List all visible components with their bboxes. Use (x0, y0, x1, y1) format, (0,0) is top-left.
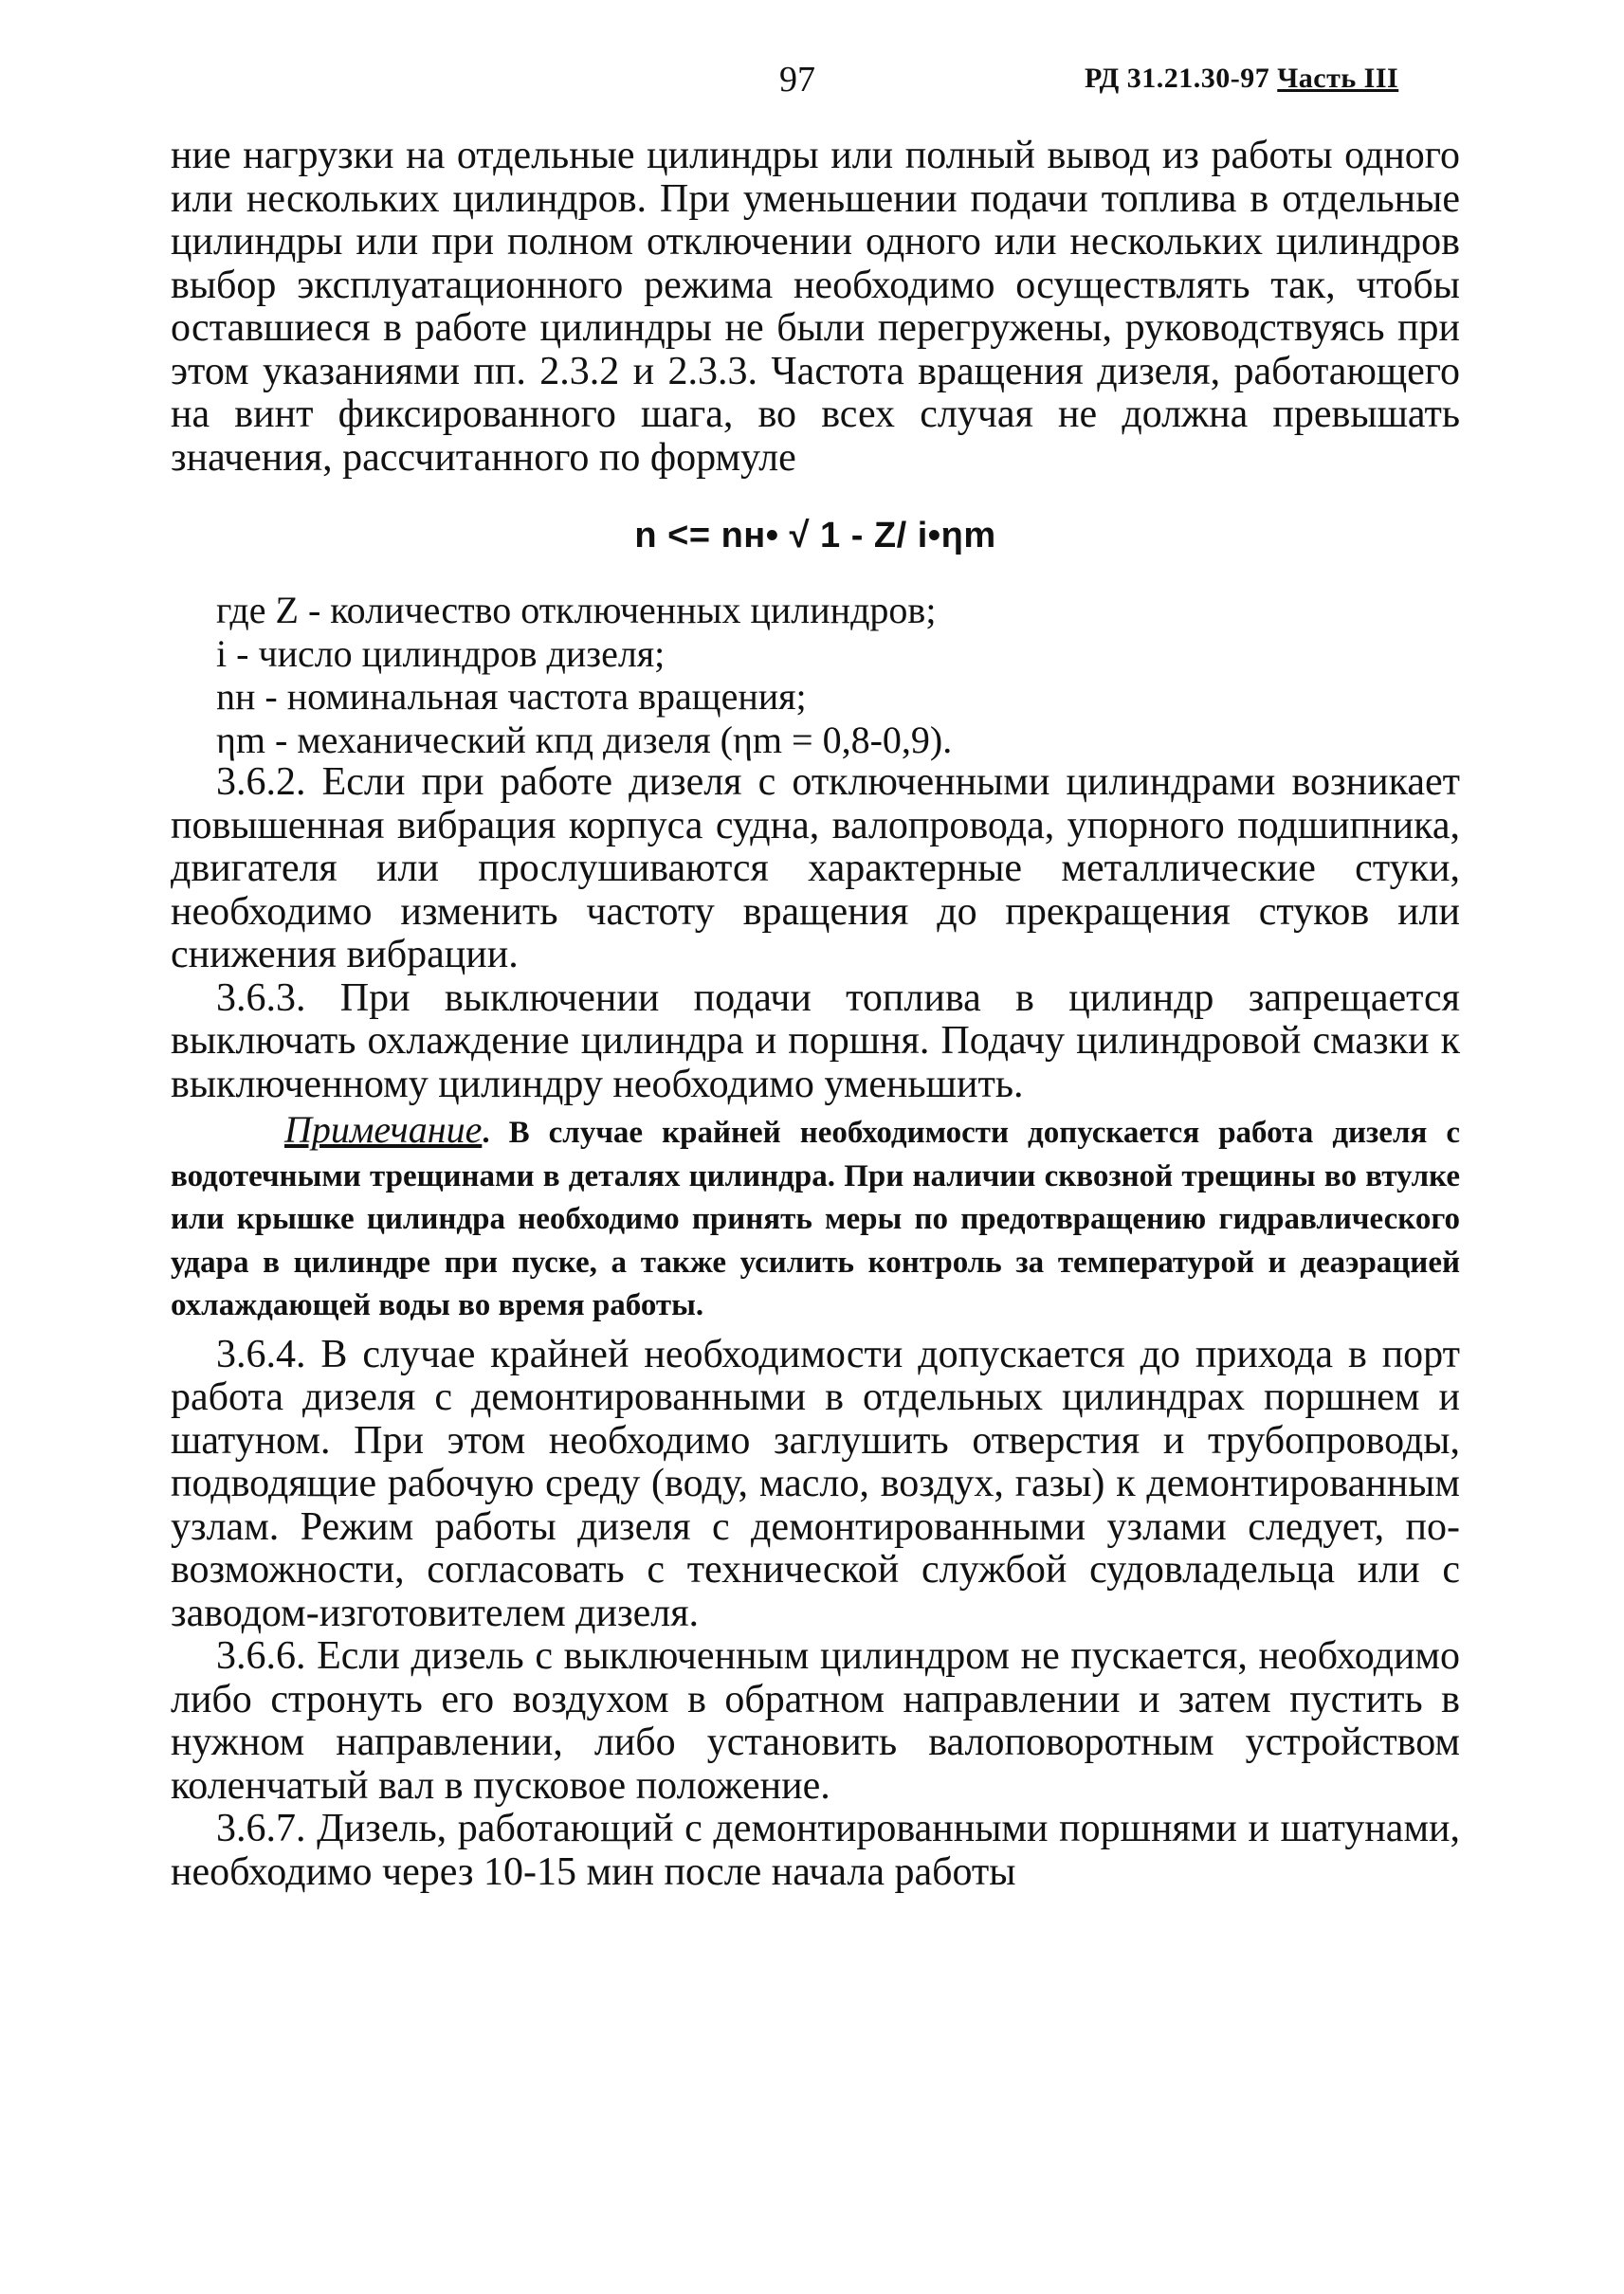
note-text: . В случае крайней необходимости допускается работа дизеля с водотечными трещинами в деталях цилиндра. При наличии сквозной трещины во втулке или крышке цилиндра необходимо принять меры по предотвращению гидравлического удара в цилиндре при пуске, а также усилить контроль за температурой и деаэрацией охлаждающей воды во время работы. (171, 1116, 1460, 1322)
document-code (1085, 63, 1398, 95)
legend-desc: - число цилиндров дизеля; (227, 631, 666, 675)
note-label: Примечание (284, 1108, 483, 1151)
legend-desc: - механический кпд дизеля (ηm = 0,8-0,9). (265, 718, 953, 761)
legend-symbol: ηm (216, 718, 266, 761)
legend-item (216, 719, 1460, 762)
page-body (171, 135, 1460, 1894)
legend-item (216, 632, 1460, 676)
legend-symbol: i (216, 631, 228, 675)
formula-legend (216, 589, 1460, 761)
legend-symbol: где Z (216, 589, 299, 631)
paragraph-3-6-7: 3.6.7. Дизель, работающий с демонтированными поршнями и шатунами, необходимо через 10-15 мин после начала работы (171, 1807, 1460, 1894)
legend-item (216, 675, 1460, 719)
legend-desc: - номинальная частота вращения; (255, 675, 807, 718)
formula: n <= nн• √ 1 - Z/ i•ηm (634, 516, 996, 555)
intro-paragraph: ние нагрузки на отдельные цилиндры или полный вывод из работы одного или нескольких цилиндров. При уменьшении подачи топлива в отдельные цилиндры или при полном отключении одного или нескольких цилиндров выбор эксплуатационного режима необходимо осуществлять так, чтобы оставшиеся в работе цилиндры не были перегружены, руководствуясь при этом указаниями пп. 2.3.2 и 2.3.3. Частота вращения дизеля, работающего на винт фиксированного шага, во всех случая не должна превышать значения, рассчитанного по формуле (171, 134, 1460, 480)
page-header (0, 59, 1624, 106)
paragraph-3-6-4: 3.6.4. В случае крайней необходимости допускается до прихода в порт работа дизеля с демонтированными в отдельных цилиндрах поршнем и шатуном. При этом необходимо заглушить отверстия и трубопроводы, подводящие рабочую среду (воду, масло, воздух, газы) к демонтированным узлам. Режим работы дизеля с демонтированными узлами следует, по-возможности, согласовать с технической службой судовладельца или с заводом-изготовителем дизеля. (171, 1332, 1460, 1635)
page-number: 97 (779, 60, 815, 100)
paragraph-3-6-3: 3.6.3. При выключении подачи топлива в цилиндр запрещается выключать охлаждение цилиндра и поршня. Подачу цилиндровой смазки к выключенному цилиндру необходимо уменьшить. (171, 975, 1460, 1106)
doc-code-text: РД 31.21.30-97 (1085, 63, 1270, 94)
legend-symbol: nн (216, 675, 256, 718)
legend-item (216, 589, 1460, 632)
doc-part-text: Часть III (1277, 63, 1399, 94)
paragraph-3-6-2: 3.6.2. Если при работе дизеля с отключенными цилиндрами возникает повышенная вибрация корпуса судна, валопровода, упорного подшипника, двигателя или прослушиваются характерные металлические стуки, необходимо изменить частоту вращения до прекращения стуков или снижения вибрации. (171, 760, 1460, 976)
legend-desc: - количество отключенных цилиндров; (298, 589, 937, 631)
note-paragraph (171, 1108, 1460, 1328)
paragraph-3-6-6: 3.6.6. Если дизель с выключенным цилиндром не пускается, необходимо либо стронуть его воздухом в обратном направлении и затем пустить в нужном направлении, либо установить валоповоротным устройством коленчатый вал в пусковое положение. (171, 1634, 1460, 1808)
